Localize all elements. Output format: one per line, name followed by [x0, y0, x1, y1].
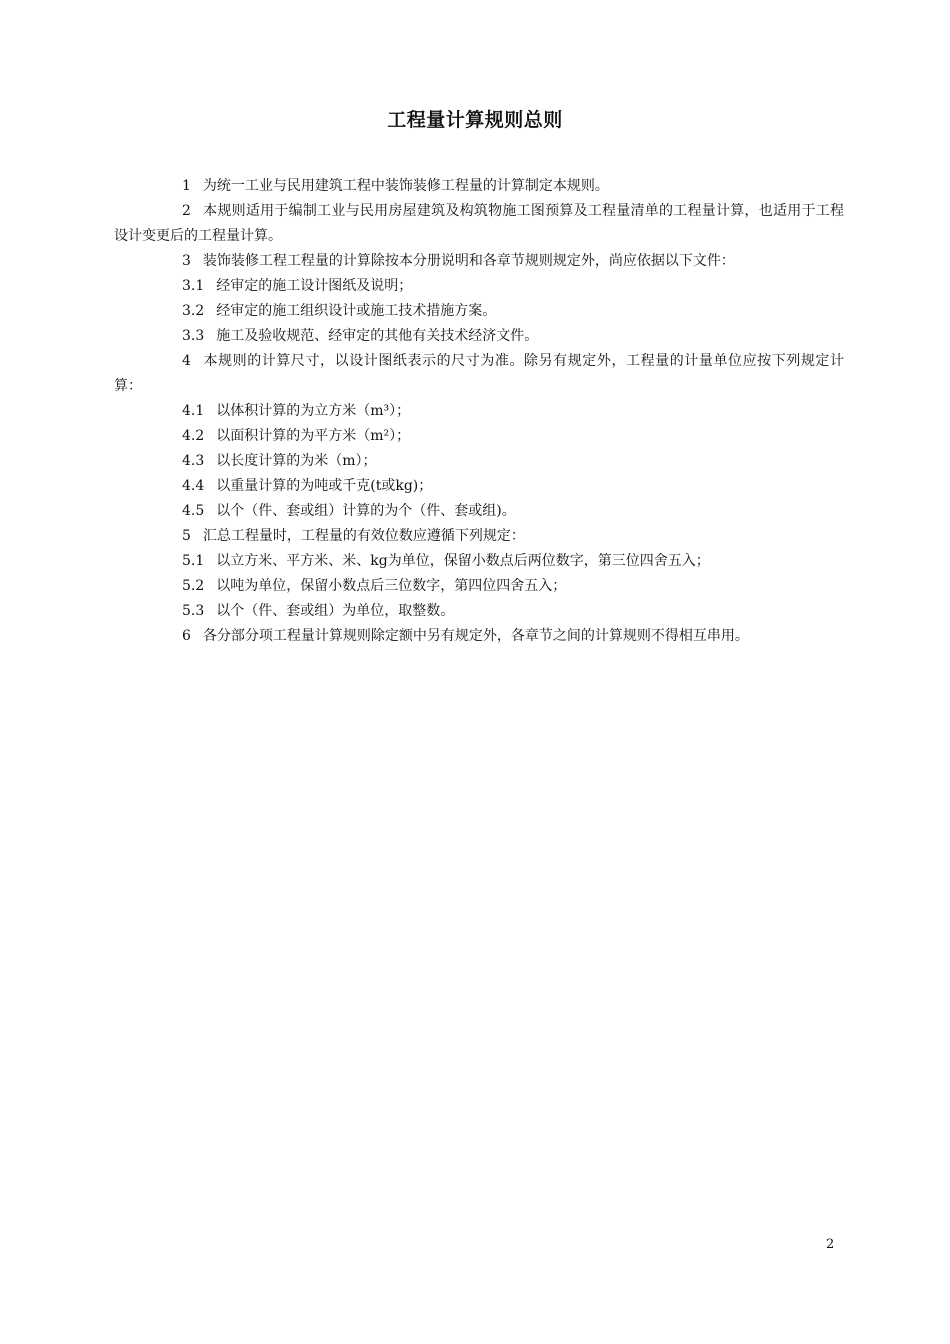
paragraph-1: [114, 174, 844, 199]
paragraph-number: 4.5: [182, 503, 205, 519]
paragraph-2: [114, 199, 844, 249]
paragraph-text: 以长度计算的为米（m）；: [216, 453, 377, 469]
paragraph-text: 以吨为单位，保留小数点后三位数字，第四位四舍五入；: [216, 578, 567, 594]
paragraph-text: 本规则适用于编制工业与民用房屋建筑及构筑物施工图预算及工程量清单的工程量计算，也适用于工程设计变更后的工程量计算。: [114, 203, 844, 244]
paragraph-4-5: [114, 499, 844, 524]
paragraph-3-2: [114, 299, 844, 324]
paragraph-number: 5.1: [182, 553, 205, 569]
paragraph-text: 为统一工业与民用建筑工程中装饰装修工程量的计算制定本规则。: [202, 178, 609, 194]
paragraph-text: 以重量计算的为吨或千克(t或kg)；: [216, 478, 433, 494]
paragraph-number: 4.1: [182, 403, 205, 419]
paragraph-5-1: [114, 549, 844, 574]
paragraph-text: 以个（件、套或组）为单位，取整数。: [216, 603, 455, 619]
paragraph-4: [114, 349, 844, 399]
paragraph-number: 5.2: [182, 578, 205, 594]
paragraph-3: [114, 249, 844, 274]
paragraph-number: 3.2: [182, 303, 205, 319]
paragraph-text: 以个（件、套或组）计算的为个（件、套或组)。: [216, 503, 516, 519]
paragraph-text: 以立方米、平方米、米、kg为单位，保留小数点后两位数字，第三位四舍五入；: [216, 553, 710, 569]
paragraph-3-3: [114, 324, 844, 349]
paragraph-number: 5.3: [182, 603, 205, 619]
document-title: 工程量计算规则总则: [387, 109, 563, 131]
paragraph-number: 2: [182, 203, 191, 219]
paragraph-number: 6: [182, 628, 191, 644]
paragraph-text: 各分部分项工程量计算规则除定额中另有规定外，各章节之间的计算规则不得相互串用。: [202, 628, 749, 644]
paragraph-number: 5: [182, 528, 191, 544]
paragraph-text: 施工及验收规范、经审定的其他有关技术经济文件。: [216, 328, 539, 344]
paragraph-text: 以体积计算的为立方米（m³）；: [216, 403, 411, 419]
paragraph-text: 本规则的计算尺寸，以设计图纸表示的尺寸为准。除另有规定外，工程量的计量单位应按下列规定计算：: [114, 353, 844, 394]
paragraph-number: 4.3: [182, 453, 205, 469]
paragraph-number: 3: [182, 253, 191, 269]
paragraph-text: 经审定的施工组织设计或施工技术措施方案。: [216, 303, 497, 319]
paragraph-3-1: [114, 274, 844, 299]
paragraph-text: 装饰装修工程工程量的计算除按本分册说明和各章节规则规定外，尚应依据以下文件：: [202, 253, 735, 269]
paragraph-4-2: [114, 424, 844, 449]
paragraph-number: 1: [182, 178, 191, 194]
paragraph-number: 4.2: [182, 428, 205, 444]
paragraph-4-4: [114, 474, 844, 499]
paragraph-5-3: [114, 599, 844, 624]
paragraph-number: 3.1: [182, 278, 205, 294]
paragraph-4-3: [114, 449, 844, 474]
document-body: [114, 174, 844, 649]
paragraph-6: [114, 624, 844, 649]
paragraph-text: 汇总工程量时，工程量的有效位数应遵循下列规定：: [202, 528, 525, 544]
paragraph-5: [114, 524, 844, 549]
paragraph-text: 以面积计算的为平方米（m²）；: [216, 428, 411, 444]
paragraph-5-2: [114, 574, 844, 599]
paragraph-number: 4: [182, 353, 191, 369]
paragraph-4-1: [114, 399, 844, 424]
paragraph-number: 3.3: [182, 328, 205, 344]
paragraph-number: 4.4: [182, 478, 205, 494]
paragraph-text: 经审定的施工设计图纸及说明；: [216, 278, 413, 294]
page-number: 2: [826, 1237, 835, 1252]
